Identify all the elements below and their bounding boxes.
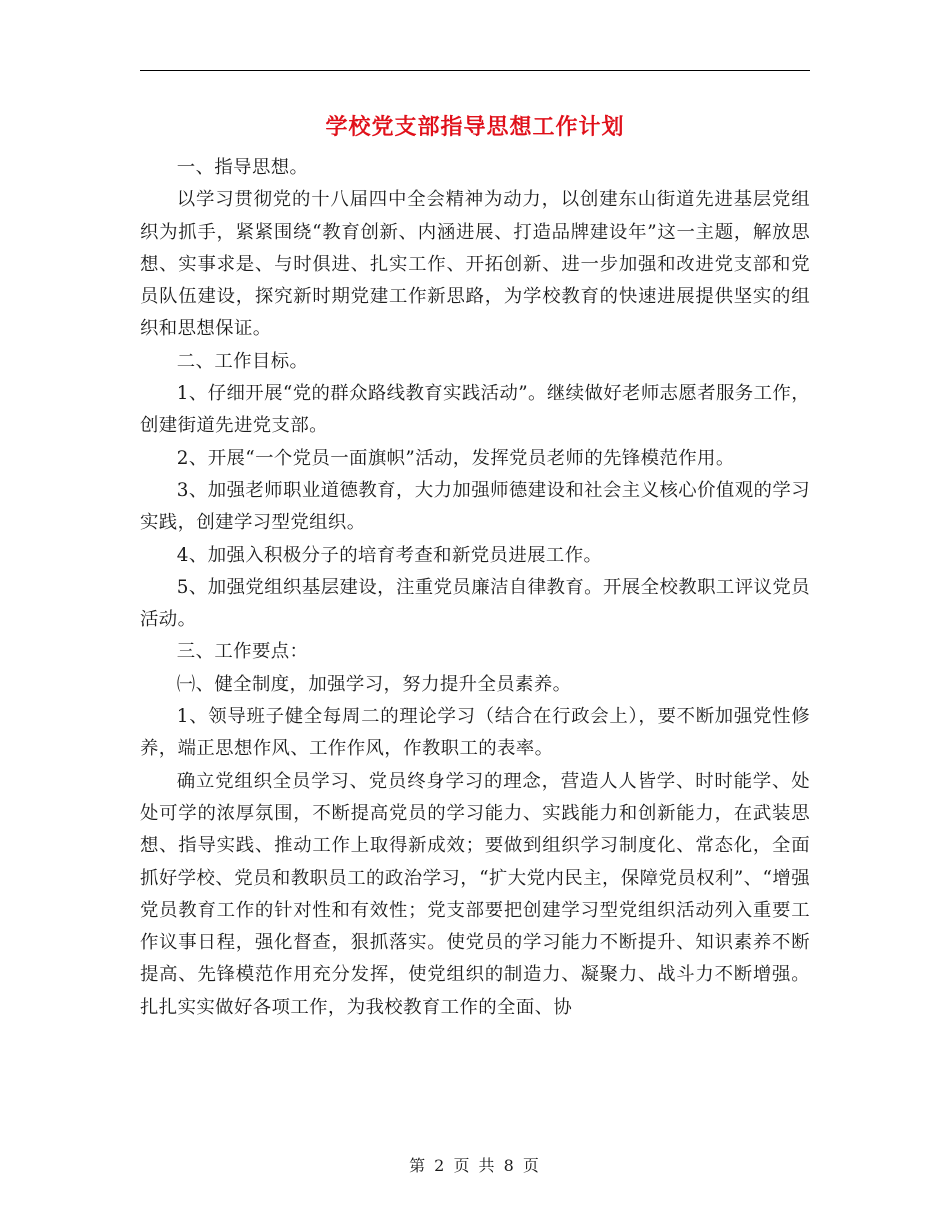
paragraph: 1、领导班子健全每周二的理论学习（结合在行政会上），要不断加强党性修养，端正思想作风、工作作风，作教职工的表率。 xyxy=(140,706,810,760)
document-title: 学校党支部指导思想工作计划 xyxy=(325,114,625,140)
page-number: 第 2 页 共 8 页 xyxy=(409,1156,541,1175)
header-rule xyxy=(140,70,810,71)
subheading: ㈠、健全制度，加强学习，努力提升全员素养。 xyxy=(176,673,572,695)
goal-item: 3、加强老师职业道德教育，大力加强师德建设和社会主义核心价值观的学习实践，创建学习型党组织。 xyxy=(140,479,810,534)
goal-item: 2、开展“一个党员一面旗帜”活动，发挥党员老师的先锋模范作用。 xyxy=(176,447,735,469)
paragraph: 确立党组织全员学习、党员终身学习的理念，营造人人皆学、时时能学、处处可学的浓厚氛围，不断提高党员的学习能力、实践能力和创新能力，在武装思想、指导实践、推动工作上取得新成效；要做到组织学习制度化、常态化，全面抓好学校、党员和教职员工的政治学习，“扩大党内民主，保障党员权利”、“增强党员教育工作的针对性和有效性；党支部要把创建学习型党组织活动列入重要工作议事日程，强化督查，狠抓落实。使党员的学习能力不断提升、知识素养不断提高、先锋模范作用充分发挥，使党组织的制造力、凝聚力、战斗力不断增强。扎扎实实做好各项工作，为我校教育工作的全面、协 xyxy=(140,770,810,1018)
goal-item: 1、仔细开展“党的群众路线教育实践活动”。继续做好老师志愿者服务工作，创建街道先进党支部。 xyxy=(140,383,810,437)
goal-item: 4、加强入积极分子的培育考查和新党员进展工作。 xyxy=(176,544,603,566)
goal-item: 5、加强党组织基层建设，注重党员廉洁自律教育。开展全校教职工评议党员活动。 xyxy=(140,576,810,631)
heading-work-points: 三、工作要点： xyxy=(176,641,309,663)
heading-guiding-ideology: 一、指导思想。 xyxy=(176,157,309,178)
document-body xyxy=(140,152,810,1024)
paragraph: 以学习贯彻党的十八届四中全会精神为动力，以创建东山街道先进基层党组织为抓手，紧紧围绕“教育创新、内涵进展、打造品牌建设年”这一主题，解放思想、实事求是、与时俱进、扎实工作、开拓创新、进一步加强和改进党支部和党员队伍建设，探究新时期党建工作新思路，为学校教育的快速进展提供坚实的组织和思想保证。 xyxy=(140,189,810,340)
heading-work-goals: 二、工作目标。 xyxy=(176,350,309,372)
